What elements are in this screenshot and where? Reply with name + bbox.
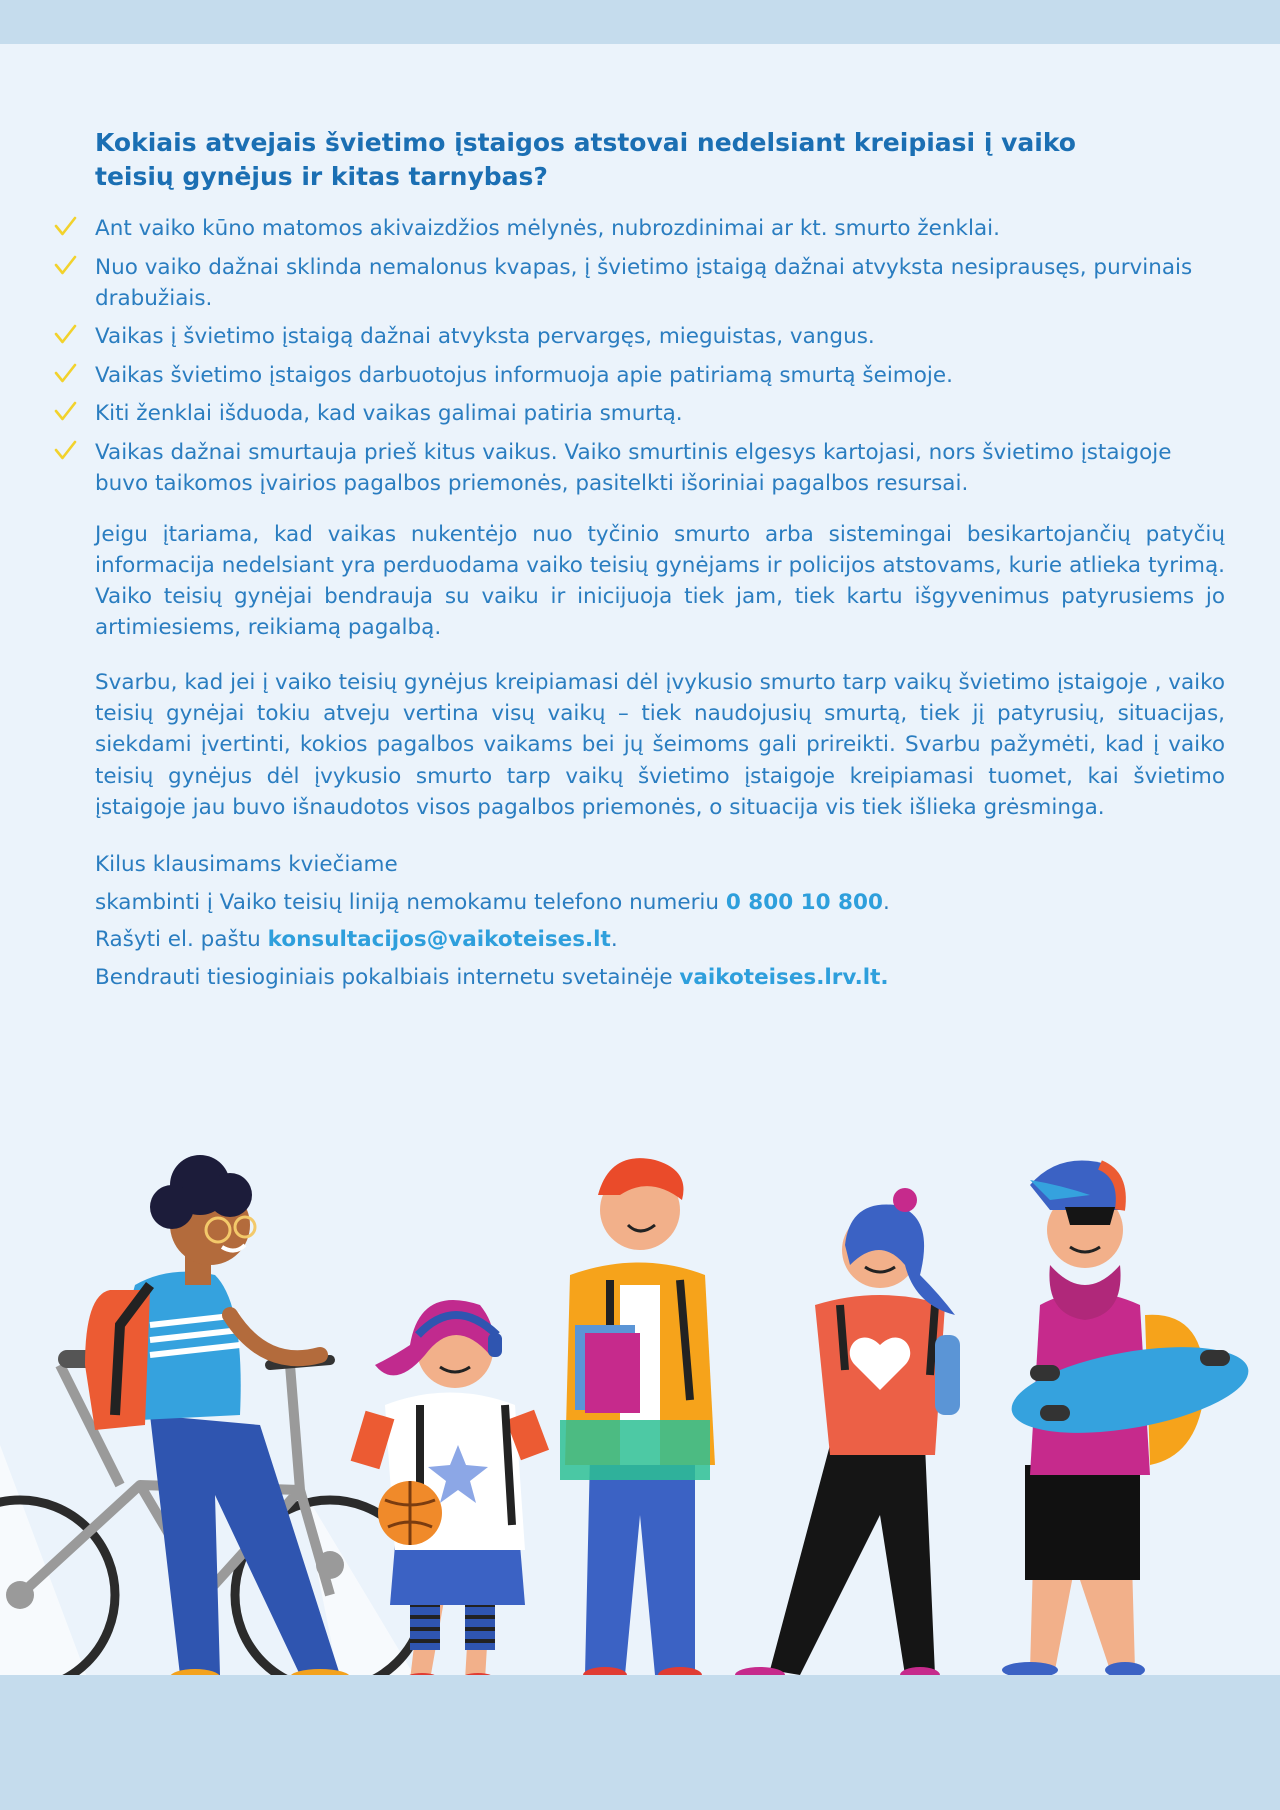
contact-block: [95, 846, 1225, 996]
checkmark-icon: [53, 215, 77, 239]
contact-email-line: [95, 921, 1225, 959]
paragraph-importance: Svarbu, kad jei į vaiko teisių gynėjus kreipiamasi dėl įvykusio smurto tarp vaikų švietimo įstaigoje , vaiko teisių gynėjai tokiu atveju vertina visų vaikų – tiek naudojusių smurtą, tiek jį patyrusių, situacijas, siekdami įvertinti, kokios pagalbos vaikams bei jų šeimoms gali prireikti. Svarbu pažymėti, kad į vaiko teisių gynėjus dėl įvykusio smurto tarp vaikų švietimo įstaigoje kreipiamasi tuomet, kai švietimo įstaigoje jau buvo išnaudotos visos pagalbos priemonės, o situacija vis tiek išlieka grėsminga.: [95, 669, 1225, 820]
checkmark-icon: [53, 439, 77, 463]
checkmark-icon: [53, 323, 77, 347]
boy-with-books: [560, 1158, 715, 1683]
girl-with-basketball: [365, 1300, 535, 1685]
teenagers-illustration: [0, 1155, 1280, 1685]
email-link[interactable]: konsultacijos@vaikoteises.lt: [267, 927, 611, 953]
checklist-item-text: Vaikas dažnai smurtauja prieš kitus vaikus. Vaiko smurtinis elgesys kartojasi, nors švietimo įstaigoje buvo taikomos įvairios pagalbos priemonės, pasitelkti išoriniai pagalbos resursai.: [95, 439, 1172, 496]
checkmark-icon: [53, 400, 77, 424]
content: [95, 126, 1225, 996]
checkmark-icon: [53, 362, 77, 386]
checklist-item-text: Kiti ženklai išduoda, kad vaikas galimai patiria smurtą.: [95, 401, 683, 426]
phone-number-link[interactable]: 0 800 10 800: [725, 889, 883, 915]
bottom-band: [0, 1675, 1280, 1810]
checklist-item: [95, 213, 1225, 244]
boy-with-bicycle: [85, 1155, 350, 1685]
phone-text: skambinti į Vaiko teisių liniją nemokamu telefono numeriu: [95, 889, 726, 915]
checklist-item: [95, 398, 1225, 429]
top-band: [0, 0, 1280, 44]
email-text: Rašyti el. paštu: [95, 927, 268, 953]
checklist-item-text: Vaikas į švietimo įstaigą dažnai atvyksta pervargęs, mieguistas, vangus.: [95, 324, 875, 349]
checklist-item: [95, 437, 1225, 499]
page-heading: Kokiais atvejais švietimo įstaigos atstovai nedelsiant kreipiasi į vaiko teisių gynėjus ir kitas tarnybas?: [95, 128, 1076, 191]
chat-text: Bendrauti tiesioginiais pokalbiais internetu svetainėje: [95, 964, 680, 990]
checkmark-icon: [53, 254, 77, 278]
email-line-end: .: [610, 927, 618, 953]
contact-chat-line: [95, 959, 1225, 997]
checklist-item: [95, 252, 1225, 314]
website-link[interactable]: vaikoteises.lrv.lt.: [679, 964, 889, 990]
girl-with-heart-shirt: [735, 1188, 960, 1683]
paragraph-investigation: Jeigu įtariama, kad vaikas nukentėjo nuo tyčinio smurto arba sistemingai besikartojančių patyčių informacija nedelsiant yra perduodama vaiko teisių gynėjams ir policijos atstovams, kurie atlieka tyrimą. Vaiko teisių gynėjai bendrauja su vaiku ir inicijuoja tiek jam, tiek kartu išgyvenimus patyrusiems jo artimiesiems, reikiamą pagalbą.: [95, 521, 1225, 641]
phone-line-end: .: [882, 889, 890, 915]
boy-with-skateboard: [1002, 1161, 1255, 1679]
contact-intro: Kilus klausimams kviečiame: [95, 852, 398, 878]
checklist-item-text: Nuo vaiko dažnai sklinda nemalonus kvapas, į švietimo įstaigą dažnai atvyksta nesiprausęs, purvinais drabužiais.: [95, 254, 1193, 311]
checklist-item-text: Vaikas švietimo įstaigos darbuotojus informuoja apie patiriamą smurtą šeimoje.: [95, 362, 953, 388]
checklist: [95, 213, 1225, 499]
checklist-item: [95, 360, 1225, 391]
contact-phone-line: [95, 884, 1225, 922]
checklist-item-text: Ant vaiko kūno matomos akivaizdžios mėlynės, nubrozdinimai ar kt. smurto ženklai.: [95, 216, 1000, 241]
checklist-item: [95, 321, 1225, 352]
